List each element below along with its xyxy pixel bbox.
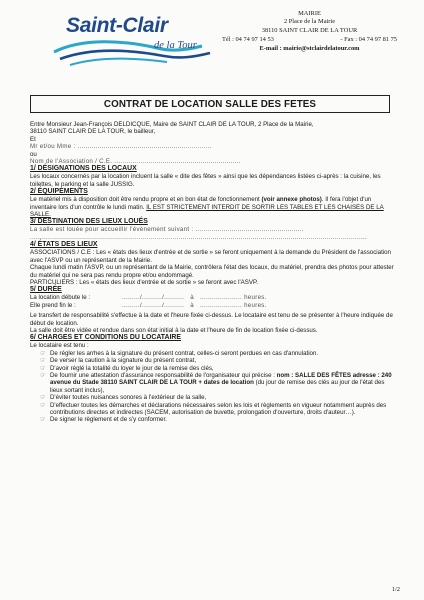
- section-1-heading: 1/ DÉSIGNATIONS DES LOCAUX: [30, 165, 137, 173]
- section-2-text: [30, 196, 394, 218]
- contract-title: [30, 95, 390, 113]
- insurance-dates-note: (du jour de remise des clés au jour de l'état des lieux sortant inclus),: [50, 379, 385, 394]
- section-3-heading: 3/ DESTINATION DES LIEUX LOUÉS: [30, 218, 148, 226]
- section-5-heading: 5/ DURÉE: [30, 286, 62, 294]
- start-date-label: La location débute le :: [30, 294, 91, 302]
- list-item: ☞ De verser la caution à la signature du présent contrat,: [30, 357, 394, 364]
- tenant-name-field[interactable]: Mr et/ou Mme : ...................................................................: [30, 143, 212, 151]
- section-1-text: Les locaux concernés par la location incluent la salle « dite des fêtes » ainsi que les dépendances listées ci-après : la cuisine, les toilettes, le parking et la salle JUSSIG.: [30, 173, 381, 188]
- event-field-continued[interactable]: ........................................................................................................................................................................: [30, 233, 368, 241]
- section-4-particuliers: PARTICULIERS : Les « états des lieux d'entrée et de sortie » se feront avec l'ASVP.: [30, 278, 258, 286]
- bullet-icon: ☞: [40, 364, 46, 372]
- bullet-icon: ☞: [40, 394, 46, 402]
- list-item: ☞ D'avoir réglé la totalité du loyer le jour de la remise des clés,: [30, 365, 394, 372]
- end-date-field[interactable]: ........./........../.......... à ..................... heures.: [122, 301, 267, 309]
- list-item: ☞ D'effectuer toutes les démarches et déclarations nécessaires selon les lois et règlements en vigueur notamment auprès des contributions directes et indirectes (SACEM, autorisation de buvette, prolongation d'ouverture, droits d'auteur…).: [30, 402, 394, 417]
- contract-body: [30, 121, 394, 424]
- insurance-text: De fournir une attestation d'assurance responsabilité de l'organisateur qui précise :: [50, 371, 277, 379]
- mairie-address-block: [222, 10, 397, 53]
- section-4-heading: 4/ ÉTATS DES LIEUX: [30, 241, 98, 249]
- list-item: ☞ De signer le règlement et de s'y conformer.: [30, 416, 394, 423]
- mairie-phone-row: [222, 36, 397, 44]
- section-2-warning: IL EST STRICTEMENT INTERDIT DE SORTIR LES TABLES ET LES CHAISES DE LA SALLE.: [30, 203, 384, 219]
- mairie-label: MAIRIE: [298, 10, 321, 17]
- mairie-city: 38110 SAINT CLAIR DE LA TOUR: [261, 26, 358, 34]
- section-2-heading: 2/ ÉQUIPEMENTS: [30, 188, 88, 196]
- intro-et: Et: [30, 135, 36, 143]
- bullet-icon: ☞: [40, 371, 46, 379]
- intro-ou: ou: [30, 150, 37, 158]
- section-6-lead: Le locataire est tenu :: [30, 342, 89, 350]
- section-2-text-a: Le matériel mis à disposition doit être rendu propre et en bon état de fonctionnement: [30, 196, 262, 204]
- logo-name: Saint-Clair: [66, 14, 168, 37]
- start-date-field[interactable]: ........./........../.......... à ..................... heures.: [122, 294, 267, 302]
- charges-list: [30, 350, 394, 424]
- section-5-transfer: Le transfert de responsabilité s'effectue à la date et l'heure fixée ci-dessus. Le locataire est tenu de se présenter à l'heure indiquée de début de location.: [30, 312, 393, 327]
- end-date-row: [30, 302, 394, 309]
- municipality-logo: [52, 10, 227, 72]
- insurance-venue-details: nom : SALLE DES FÊTES adresse : 240 avenue du Stade 38110 SAINT CLAIR DE LA TOUR + dates de location: [50, 371, 392, 387]
- logo-subtitle: de la Tour: [154, 40, 197, 51]
- section-2-photos-note: (voir annexe photos): [261, 196, 322, 204]
- section-2-text-b: . Il fera l'objet d'un inventaire lors d'un contrôle le lundi matin.: [30, 196, 372, 211]
- mairie-fax: - Fax : 04 74 97 81 75: [340, 36, 397, 44]
- association-name-field[interactable]: Nom de l'Association / C.E. ...............................................................: [30, 158, 241, 166]
- section-6-heading: 6/ CHARGES ET CONDITIONS DU LOCATAIRE: [30, 334, 181, 342]
- bullet-icon: ☞: [40, 357, 46, 365]
- section-5-return: La salle doit être vidée et rendue dans son état initial à la date et l'heure de fin de location fixée ci-dessus.: [30, 326, 318, 334]
- start-date-row: [30, 294, 394, 301]
- mairie-email: E-mail : mairie@stclairdelatour.com: [259, 44, 360, 52]
- event-field[interactable]: La salle est louée pour accueillir l'évènement suivant : ......................................................: [30, 226, 304, 234]
- list-item: [30, 372, 394, 394]
- page-number: 1/2: [391, 586, 400, 593]
- intro-line-2: 38110 SAINT CLAIR DE LA TOUR, le bailleur,: [30, 128, 156, 136]
- contract-title-text: CONTRAT DE LOCATION SALLE DES FETES: [103, 98, 317, 110]
- section-4-associations: ASSOCIATIONS / C.E : Les « états des lieux d'entrée et de sortie » se feront uniquement à la demande du Président de l'association avec l'ASVP ou un représentant de la Mairie.: [30, 249, 391, 264]
- list-item: ☞ De régler les arrhes à la signature du présent contrat, celles-ci seront perdues en cas d'annulation.: [30, 350, 394, 357]
- mairie-phone: Tél : 04 74 97 14 53: [222, 36, 274, 44]
- end-date-label: Elle prend fin le :: [30, 301, 76, 309]
- intro-line-1: Entre Monsieur Jean-François DELDICQUE, Maire de SAINT CLAIR DE LA TOUR, 2 Place de la Mairie,: [30, 121, 314, 128]
- bullet-icon: ☞: [40, 401, 46, 409]
- list-item: ☞ D'éviter toutes nuisances sonores à l'extérieur de la salle,: [30, 394, 394, 401]
- bullet-icon: ☞: [40, 349, 46, 357]
- section-4-monday-check: Chaque lundi matin l'ASVP, ou un représentant de la Mairie, contrôlera l'état des locaux, du matériel, prendra des photos pour attester du matériel qui ne sera pas rendu propre et/ou endommagé.: [30, 264, 394, 279]
- mairie-street: 2 Place de la Mairie: [283, 18, 336, 26]
- bullet-icon: ☞: [40, 416, 46, 424]
